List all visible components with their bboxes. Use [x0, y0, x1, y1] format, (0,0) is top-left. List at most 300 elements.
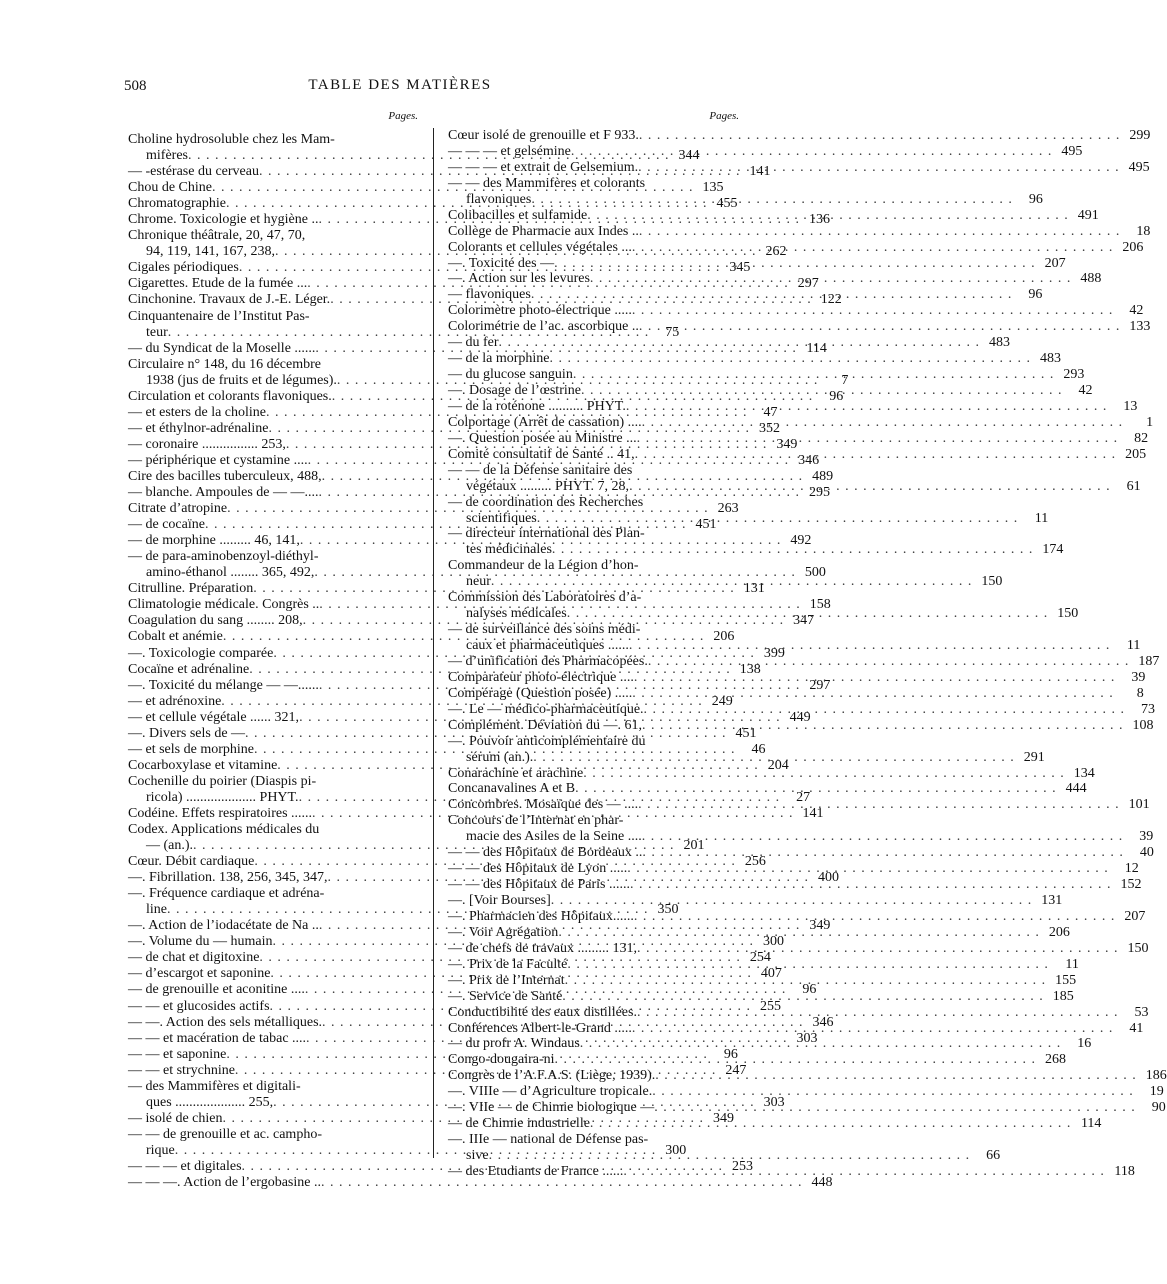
dot-leader	[642, 829, 1124, 845]
entry-page-number: 13	[1123, 398, 1138, 414]
dot-leader	[549, 351, 1031, 367]
entry-text: — — et saponine	[128, 1046, 227, 1062]
entry-text: végétaux ......... PHYT. 7, 28,	[466, 478, 630, 494]
entry-text: Comparateur photo-électrique ....	[448, 669, 634, 685]
entry-text: Cœur isolé de grenouille et F 933.	[448, 128, 639, 143]
entry-text: rique	[146, 1142, 175, 1158]
entry-page-number: 206	[1122, 239, 1144, 255]
entry-page-number: 41	[1129, 1020, 1144, 1036]
entry-page-number: 134	[1073, 765, 1095, 781]
entry-text: —. Toxicité du mélange — —......	[128, 677, 319, 693]
entry-text: —. Prix de la Faculté	[448, 956, 568, 972]
entry-page-number: 11	[1065, 956, 1079, 972]
entry-text: — du fer	[448, 335, 499, 351]
dot-leader	[562, 989, 1044, 1005]
dot-leader	[318, 549, 390, 565]
dot-leader	[310, 309, 390, 325]
dot-leader	[583, 766, 1065, 782]
entry-page-number: 150	[981, 574, 1003, 590]
entry-page-number: 349	[809, 918, 831, 934]
index-entry	[448, 143, 1083, 160]
dot-leader	[324, 886, 390, 902]
dot-leader	[642, 718, 1124, 734]
entry-text: — blanche. Ampoules de — —....	[128, 485, 319, 501]
index-entry	[448, 1116, 1102, 1132]
entry-text: — — — et digitales	[128, 1159, 242, 1174]
entry-text: — de grenouille et aconitine ....	[128, 982, 305, 998]
entry-text: — de cocaïne	[128, 517, 205, 533]
dot-leader	[552, 542, 1034, 558]
entry-page-number: 346	[812, 1014, 834, 1030]
dot-leader	[645, 176, 711, 192]
dot-leader	[499, 335, 981, 351]
entry-text: — d’unification des Pharmacopées.	[448, 653, 648, 669]
dot-leader	[573, 367, 1055, 383]
dot-leader	[305, 228, 390, 244]
entry-text: Concombres. Mosaïque des — ....	[448, 797, 639, 813]
entry-page-number: 204	[767, 757, 789, 773]
entry-text: Cinchonine. Travaux de J.-E. Léger.	[128, 292, 331, 308]
index-entry	[128, 132, 420, 148]
entry-page-number: 352	[758, 420, 780, 436]
dot-leader	[644, 702, 1126, 718]
dot-leader	[623, 813, 711, 829]
dot-leader	[635, 447, 1117, 463]
dot-leader	[627, 861, 1109, 877]
dot-leader	[567, 606, 1049, 622]
entry-page-number	[390, 228, 420, 244]
entry-page-number	[390, 822, 420, 838]
entry-text: —. Action sur les levures	[448, 271, 590, 287]
dot-leader	[590, 271, 1072, 287]
entry-page-number: 11	[1034, 510, 1049, 526]
entry-text: mifères	[146, 148, 188, 164]
entry-text: — de Chimie industrielle	[448, 1116, 590, 1132]
index-entry	[128, 774, 420, 790]
entry-page-number: 186	[1145, 1068, 1167, 1084]
index-entry	[128, 1079, 420, 1095]
index-entry	[448, 1084, 1164, 1100]
dot-leader	[646, 734, 711, 750]
entry-page-number: 40	[1139, 845, 1154, 861]
entry-text: Cœur. Débit cardiaque	[128, 854, 255, 870]
entry-page-number: 488	[1080, 271, 1102, 287]
entry-page-number: 491	[1077, 207, 1099, 223]
entry-text: —. Le — médico-pharmaceutique.	[448, 701, 644, 717]
entry-text: sérum (an.).	[466, 749, 534, 765]
index-entry	[128, 228, 420, 244]
entry-text: Colorants et cellules végétales ...	[448, 239, 632, 255]
entry-page-number: 7	[841, 372, 849, 388]
entry-text: Congo-dougaira-ni	[448, 1052, 555, 1068]
entry-text: flavoniques	[466, 191, 532, 207]
entry-text: —. IIIe — national de Défense pas-	[448, 1132, 649, 1148]
entry-page-number: 114	[1080, 1116, 1102, 1132]
entry-text: — — des Hôpitaux de Bordeaux ..	[448, 845, 643, 861]
entry-page-number: 108	[1132, 717, 1154, 733]
entry-page-number	[390, 549, 420, 565]
entry-text: — du Syndicat de la Moselle ......	[128, 340, 316, 356]
entry-text: — (an.).	[146, 838, 194, 854]
entry-text: —. Divers sels de —	[128, 725, 246, 741]
entry-page-number: 96	[829, 388, 844, 404]
entry-page-number: 495	[1128, 159, 1150, 175]
entry-text: — — —. Action de l’ergobasine ..	[128, 1175, 321, 1191]
index-entry	[448, 558, 741, 574]
entry-text: —. Question posée au Ministre ...	[448, 430, 637, 446]
entry-text: — — des Hôpitaux de Lyon .....	[448, 861, 628, 877]
entry-page-number: 131	[743, 581, 765, 597]
entry-page-number: 349	[776, 436, 798, 452]
entry-page-number: 291	[1023, 749, 1045, 765]
entry-text: Climatologie médicale. Congrès ..	[128, 597, 320, 613]
dot-leader	[637, 1005, 1119, 1021]
entry-text: Codéine. Effets respiratoires ......	[128, 805, 313, 821]
entry-text: — des Etudiants de France ......	[448, 1163, 624, 1179]
entry-page-number: 96	[723, 1046, 738, 1062]
entry-text: —. Fibrillation. 138, 256, 345, 347,	[128, 870, 328, 886]
entry-text: Citrulline. Préparation	[128, 581, 254, 597]
entry-page-number: 206	[1048, 924, 1070, 940]
index-entry	[448, 367, 1085, 383]
entry-text: Codex. Applications médicales du	[128, 822, 320, 838]
dot-leader	[639, 128, 1121, 144]
entry-page-number	[390, 1079, 420, 1095]
entry-page-number: 254	[749, 950, 771, 966]
entry-page-number: 42	[1129, 303, 1144, 319]
dot-leader	[637, 941, 1119, 957]
entry-text: Cocaïne et adrénaline	[128, 661, 250, 677]
entry-text: —. [Voir Bourses]	[448, 893, 551, 908]
entry-page-number: 46	[751, 741, 766, 757]
dot-leader	[638, 160, 1120, 176]
index-entry	[448, 526, 741, 542]
entry-text: Circulaire n° 148, du 16 décembre	[128, 356, 321, 372]
entry-text: —. Pouvoir anticomplémentaire du	[448, 733, 646, 749]
entry-text: Compérage (Question posée) .....	[448, 685, 633, 701]
index-entry	[128, 357, 420, 373]
entry-page-number: 347	[793, 613, 815, 629]
entry-text: —. Voir Agrégation	[448, 924, 559, 940]
index-entry	[448, 542, 1064, 558]
entry-page-number: 303	[763, 1094, 785, 1110]
dot-leader	[322, 1127, 390, 1143]
pages-label: Pages.	[388, 110, 418, 122]
dot-leader	[643, 495, 711, 511]
entry-page-number: 39	[1139, 829, 1154, 845]
entry-page-number: 101	[1128, 797, 1150, 813]
index-entry	[448, 813, 741, 829]
entry-page-number: 138	[739, 661, 761, 677]
index-entry	[448, 510, 1049, 527]
index-entry	[128, 1175, 833, 1191]
dot-leader	[632, 463, 711, 479]
index-entry	[448, 908, 1146, 925]
entry-text: — de coordination des Recherches	[448, 494, 644, 510]
entry-page-number: 150	[1127, 940, 1149, 956]
entry-text: Congrès de l’A.F.A.S. (Liège, 1939).	[448, 1068, 656, 1084]
entry-page-number: 399	[763, 645, 785, 661]
index-entry	[448, 223, 1151, 240]
entry-text: Comité consultatif de Santé .. 41,	[448, 446, 635, 462]
entry-page-number: 135	[702, 180, 724, 196]
entry-text: sive	[466, 1148, 489, 1163]
entry-text: — de la morphine	[448, 351, 550, 367]
entry-text: —. Prix de l’Internat	[448, 972, 565, 988]
index-entry	[448, 1052, 1067, 1068]
entry-page-number	[711, 526, 741, 542]
entry-page-number: 303	[796, 1030, 818, 1046]
entry-text: Conarachine et arachine	[448, 765, 584, 781]
dot-leader	[555, 1052, 1037, 1068]
entry-page-number: 300	[763, 934, 785, 950]
entry-page-number	[390, 774, 420, 790]
entry-page-number: 247	[725, 1062, 747, 1078]
entry-text: amino-éthanol ........ 365, 492,	[146, 565, 315, 581]
dot-leader	[632, 303, 1114, 319]
entry-page-number: 12	[1124, 861, 1139, 877]
dot-leader	[319, 822, 390, 838]
entry-text: — de la roténone .......... PHYT.	[448, 398, 626, 414]
entry-page-number: 174	[1042, 542, 1064, 558]
entry-page-number: 207	[1044, 255, 1066, 271]
index-entry	[448, 191, 1043, 208]
entry-text: — flavoniques	[448, 287, 531, 303]
entry-text: — isolé de chien	[128, 1110, 223, 1126]
entry-page-number	[711, 1132, 741, 1148]
entry-page-number: 451	[695, 517, 717, 533]
entry-text: — — et macération de tabac ....	[128, 1030, 307, 1046]
entry-page-number: 207	[1124, 908, 1146, 924]
index-entry	[448, 1148, 1001, 1164]
entry-page-number: 400	[818, 870, 839, 886]
entry-text: — et cellule végétale ...... 321,	[128, 709, 300, 725]
entry-page-number: 449	[789, 709, 811, 725]
dot-leader	[642, 845, 1124, 861]
dot-leader	[654, 1100, 1136, 1116]
entry-page-number: 268	[1045, 1052, 1067, 1068]
entry-text: ricola) .................... PHYT.	[146, 789, 299, 805]
entry-text: — de morphine ......... 46, 141,	[128, 533, 300, 549]
entry-page-number: 492	[790, 533, 812, 549]
index-entry	[128, 549, 420, 565]
entry-page-number: 293	[1063, 367, 1085, 383]
entry-text: — -estérase du cerveau	[128, 164, 259, 180]
entry-page-number: 158	[809, 597, 831, 613]
entry-text: — — des Mammifères et colorants	[448, 175, 646, 191]
entry-page-number: 297	[809, 677, 831, 693]
dot-leader	[639, 224, 1121, 240]
entry-text: Chromatographie	[128, 196, 226, 212]
entry-text: — et éthylnor-adrénaline	[128, 420, 269, 436]
entry-text: —. VIIe — de Chimie biologique —	[448, 1100, 655, 1116]
entry-text: neur	[466, 574, 491, 590]
dot-leader	[554, 256, 1036, 272]
entry-page-number: 444	[1065, 781, 1087, 797]
entry-page-number: 16	[1077, 1036, 1092, 1052]
entry-page-number: 155	[1055, 972, 1077, 988]
dot-leader	[565, 973, 1047, 989]
entry-page-number: 141	[802, 805, 824, 821]
dot-leader	[531, 287, 1013, 303]
entry-page-number: 73	[1141, 701, 1156, 717]
index-entry	[448, 845, 1154, 861]
entry-page-number: 114	[806, 340, 827, 356]
entry-text: Conférences Albert-le-Grand .....	[448, 1020, 632, 1036]
dot-leader	[316, 774, 390, 790]
index-entry	[128, 822, 420, 838]
entry-page-number: 152	[1120, 877, 1142, 893]
dot-leader	[558, 925, 1040, 941]
entry-page-number	[711, 495, 741, 511]
entry-text: caux et pharmaceutiques ......	[466, 638, 629, 653]
entry-page-number: 448	[811, 1175, 833, 1191]
entry-text: Cobalt et anémie	[128, 629, 223, 645]
entry-page-number: 1	[1146, 414, 1154, 430]
entry-page-number: 253	[732, 1159, 754, 1174]
entry-text: scientifiques	[466, 510, 537, 526]
entry-text: — — et glucosides actifs	[128, 998, 270, 1014]
entry-page-number	[390, 1127, 420, 1143]
entry-page-number: 136	[808, 212, 830, 228]
dot-leader	[335, 132, 390, 148]
entry-text: Colorimètre photo-électrique .....	[448, 303, 632, 319]
entry-text: Concours de l’Internat en phar-	[448, 813, 624, 829]
entry-page-number: 8	[1136, 685, 1144, 701]
entry-text: Complément. Déviation du —. 61,	[448, 717, 643, 733]
entry-page-number: 39	[1131, 669, 1146, 685]
entry-text: Cochenille du poirier (Diaspis pi-	[128, 773, 317, 789]
entry-text: macie des Asiles de la Seine ....	[466, 829, 642, 845]
entry-page-number: 75	[665, 324, 680, 340]
entry-page-number	[390, 132, 420, 148]
dot-leader	[533, 750, 1015, 766]
entry-page-number: 185	[1052, 988, 1074, 1004]
entry-page-number: 42	[1078, 383, 1093, 398]
entry-page-number: 27	[796, 789, 811, 805]
entry-page-number	[711, 463, 741, 479]
dot-leader	[630, 877, 1112, 893]
entry-page-number: 96	[802, 982, 817, 998]
entry-text: — du profr A. Windaus	[448, 1036, 580, 1052]
dot-leader	[637, 431, 1119, 447]
entry-text: — de chefs de travaux ......... 131,	[448, 940, 637, 956]
entry-page-number: 122	[820, 292, 842, 308]
entry-text: Cigarettes. Etude de la fumée ...	[128, 276, 308, 292]
index-entry	[128, 1127, 420, 1143]
entry-page-number: 500	[804, 565, 826, 581]
entry-page-number: 407	[760, 966, 782, 982]
entry-page-number: 150	[1057, 606, 1079, 622]
entry-text: — de chat et digitoxine	[128, 950, 260, 966]
index-entry	[448, 319, 1151, 335]
entry-text: —. Fréquence cardiaque et adréna-	[128, 886, 325, 902]
dot-leader	[632, 686, 1114, 702]
index-entry	[448, 303, 1144, 319]
entry-page-number	[390, 357, 420, 373]
entry-page-number	[711, 558, 741, 574]
pages-label: Pages.	[709, 110, 739, 122]
entry-page-number: 495	[1061, 143, 1083, 159]
dot-leader	[581, 383, 1063, 399]
index-entry	[128, 886, 420, 902]
entry-text: — — et strychnine	[128, 1062, 235, 1078]
entry-text: tes médicinales	[466, 542, 552, 558]
page-number: 508	[124, 78, 147, 94]
entry-page-number: 300	[665, 1142, 687, 1158]
entry-text: line	[146, 902, 167, 918]
dot-leader	[537, 511, 1019, 527]
entry-text: — du glucose sanguin	[448, 367, 573, 383]
index-entry	[448, 622, 741, 638]
entry-text: — et esters de la choline	[128, 404, 267, 420]
entry-page-number: 90	[1151, 1100, 1166, 1116]
entry-text: —. Toxicologie comparée	[128, 645, 274, 661]
entry-page-number: 263	[717, 501, 739, 517]
entry-text: —. Service de Santé	[448, 988, 563, 1004]
entry-page-number: 455	[716, 196, 738, 212]
dot-leader	[623, 1164, 1105, 1180]
entry-page-number	[390, 309, 420, 325]
entry-page-number: 131	[1041, 893, 1063, 908]
entry-page-number: 297	[797, 276, 819, 292]
entry-text: — — des Hôpitaux de Paris ......	[448, 877, 630, 893]
entry-page-number: 201	[683, 838, 705, 854]
dot-leader	[640, 622, 711, 638]
index-entry	[448, 829, 1154, 845]
entry-page-number: 66	[986, 1148, 1001, 1163]
entry-text: — — de grenouille et ac. campho-	[128, 1126, 322, 1142]
entry-text: Collège de Pharmacie aux Indes ..	[448, 223, 639, 239]
entry-page-number: 82	[1134, 430, 1149, 446]
entry-text: Commandeur de la Légion d’hon-	[448, 558, 639, 574]
dot-leader	[301, 1079, 390, 1095]
entry-page-number: 53	[1134, 1004, 1149, 1020]
entry-text: — et adrénoxine	[128, 693, 222, 709]
entry-page-number: 206	[713, 629, 735, 645]
index-entry	[448, 463, 741, 479]
entry-page-number: 205	[1125, 446, 1147, 462]
entry-page-number: 18	[1136, 223, 1151, 239]
entry-page-number	[390, 886, 420, 902]
entry-text: Colibacilles et sulfamide	[448, 207, 588, 223]
dot-leader	[632, 240, 1114, 256]
entry-text: — périphérique et cystamine ....	[128, 452, 308, 468]
entry-page-number: 483	[1039, 351, 1061, 367]
entry-page-number	[711, 590, 741, 606]
entry-text: 94, 119, 141, 167, 238,	[146, 244, 275, 260]
entry-page-number: 187	[1138, 653, 1160, 669]
entry-page-number: 262	[765, 244, 787, 260]
dot-leader	[489, 1148, 971, 1164]
entry-text: Circulation et colorants flavoniques.	[128, 388, 332, 404]
entry-page-number: 295	[809, 485, 831, 501]
entry-text: ques .................... 255,	[146, 1094, 274, 1110]
dot-leader	[652, 1084, 1134, 1100]
dot-leader	[642, 415, 1124, 431]
index-entry	[448, 734, 741, 750]
entry-text: teur	[146, 324, 168, 340]
dot-leader	[321, 357, 390, 373]
dot-leader	[629, 479, 1111, 495]
dot-leader	[638, 797, 1120, 813]
column-divider	[433, 128, 434, 1158]
entry-page-number: 256	[744, 854, 766, 870]
entry-text: Colportage (Arrêt de cassation) ....	[448, 414, 642, 430]
entry-text: —. Volume du — humain	[128, 934, 273, 950]
dot-leader	[629, 638, 1111, 654]
entry-text: — coronaire ................ 253,	[128, 436, 286, 452]
